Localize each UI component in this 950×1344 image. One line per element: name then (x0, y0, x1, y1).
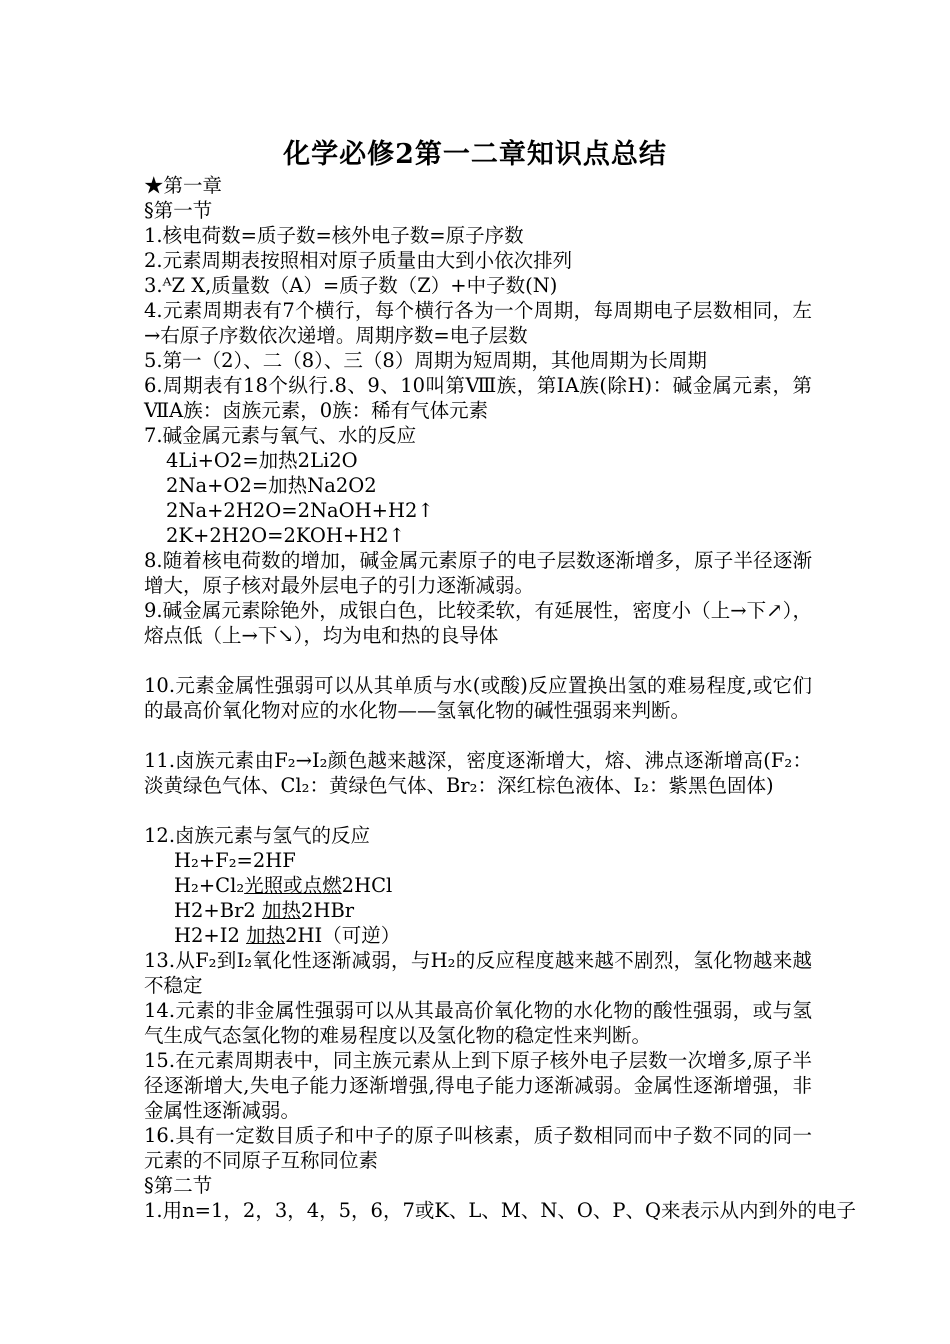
document-body (144, 173, 856, 1223)
list-item: 15.在元素周期表中，同主族元素从上到下原子核外电子层数一次增多,原子半径逐渐增大,失电子能力逐渐增强,得电子能力逐渐减弱。金属性逐渐增强，非金属性逐渐减弱。 (144, 1049, 812, 1122)
list-item: 9.碱金属元素除铯外，成银白色，比较柔软，有延展性，密度小（上→下↗），熔点低（上→下↘），均为电和热的良导体 (144, 599, 812, 647)
list-item: 1.核电荷数=质子数=核外电子数=原子序数 (144, 224, 524, 247)
reaction-condition: 加热 (262, 899, 302, 922)
list-item: 10.元素金属性强弱可以从其单质与水(或酸)反应置换出氢的难易程度,或它们的最高价氧化物对应的水化物——氢氧化物的碱性强弱来判断。 (144, 674, 812, 722)
equation-line (144, 923, 812, 948)
equation-lhs: H2+I2 (174, 924, 247, 947)
section-heading: §第二节 (144, 1174, 213, 1197)
list-item: 14.元素的非金属性强弱可以从其最高价氧化物的水化物的酸性强弱，或与氢气生成气态氢化物的难易程度以及氢化物的稳定性来判断。 (144, 999, 812, 1047)
equation-rhs: 2HCl (341, 874, 393, 897)
list-item: 16.具有一定数目质子和中子的原子叫核素，质子数相同而中子数不同的同一元素的不同原子互称同位素 (144, 1124, 812, 1172)
list-item: 12.卤族元素与氢气的反应 (144, 824, 371, 847)
section-heading: §第一节 (144, 199, 213, 222)
equation-line (144, 898, 812, 923)
list-item: 13.从F₂到I₂氧化性逐渐减弱，与H₂的反应程度越来越不剧烈，氢化物越来越不稳定 (144, 949, 812, 997)
equation-line: H₂+F₂=2HF (174, 849, 296, 872)
list-item: 4.元素周期表有7个横行，每个横行各为一个周期，每周期电子层数相同，左→右原子序数依次递增。周期序数=电子层数 (144, 299, 812, 347)
reaction-condition: 光照或点燃 (244, 874, 342, 897)
list-item: 8.随着核电荷数的增加，碱金属元素原子的电子层数逐渐增多，原子半径逐渐增大，原子核对最外层电子的引力逐渐减弱。 (144, 549, 812, 597)
equation-rhs: 2HI（可逆） (285, 924, 401, 947)
chapter-heading: ★第一章 (144, 174, 223, 197)
equation-rhs: 2HBr (301, 899, 355, 922)
list-item: 7.碱金属元素与氧气、水的反应 (144, 424, 417, 447)
blank-line (144, 648, 812, 673)
list-item: 5.第一（2）、二（8）、三（8）周期为短周期，其他周期为长周期 (144, 349, 707, 372)
list-item: 11.卤族元素由F₂→I₂颜色越来越深，密度逐渐增大，熔、沸点逐渐增高(F₂：淡黄绿色气体、Cl₂：黄绿色气体、Br₂：深红棕色液体、I₂：紫黑色固体) (144, 749, 812, 797)
list-item: 1.用n=1，2，3，4，5，6，7或K、L、M、N、O、P、Q来表示从内到外的电子 (144, 1199, 856, 1222)
page-title: 化学必修2第一二章知识点总结 (283, 139, 667, 170)
list-item: 2.元素周期表按照相对原子质量由大到小依次排列 (144, 249, 573, 272)
list-item: 6.周期表有18个纵行.8、9、10叫第Ⅷ族，第ⅠA族(除H)：碱金属元素，第ⅦA族：卤族元素，0族：稀有气体元素 (144, 374, 812, 422)
equation-line: 2K+2H2O=2KOH+H2↑ (166, 524, 405, 547)
equation-line: 4Li+O2=加热2Li2O (166, 449, 358, 472)
equation-line (144, 873, 812, 898)
reaction-condition: 加热 (246, 924, 286, 947)
equation-lhs: H2+Br2 (174, 899, 263, 922)
equation-lhs: H₂+Cl₂ (174, 874, 245, 897)
equation-line: 2Na+O2=加热Na2O2 (166, 474, 377, 497)
equation-line: 2Na+2H2O=2NaOH+H2↑ (166, 499, 434, 522)
list-item: 3.ᴬZ X,质量数（A）=质子数（Z）+中子数(N) (144, 274, 558, 297)
